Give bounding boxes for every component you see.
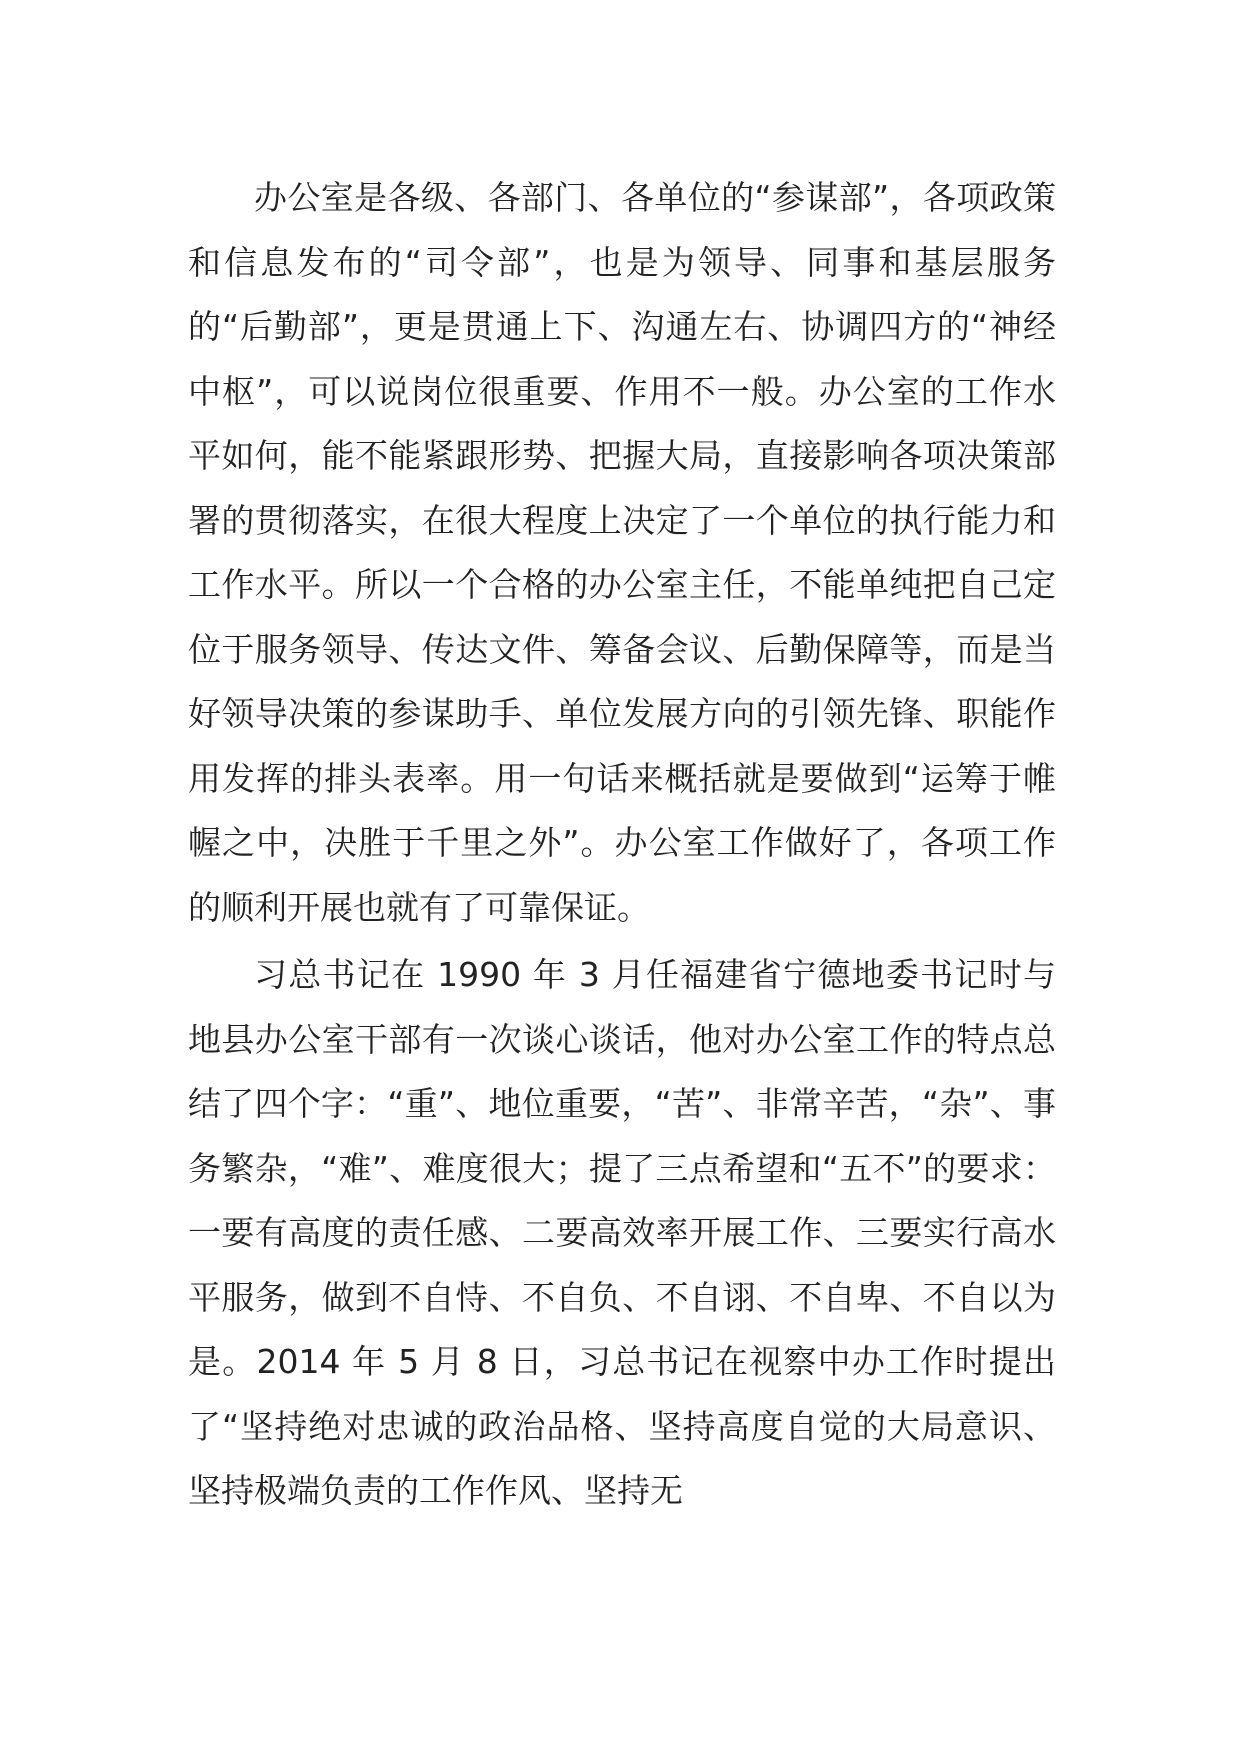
paragraph-office-role: 办公室是各级、各部门、各单位的“参谋部”，各项政策和信息发布的“司令部”，也是为领导、同事和基层服务的“后勤部”，更是贯通上下、沟通左右、协调四方的“神经中枢”，可以说岗位很重要、作用不一般。办公室的工作水平如何，能不能紧跟形势、把握大局，直接影响各项决策部署的贯彻落实，在很大程度上决定了一个单位的执行能力和工作水平。所以一个合格的办公室主任，不能单纯把自己定位于服务领导、传达文件、筹备会议、后勤保障等，而是当好领导决策的参谋助手、单位发展方向的引领先锋、职能作用发挥的排头表率。用一句话来概括就是要做到“运筹于帷幄之中，决胜于千里之外”。办公室工作做好了，各项工作的顺利开展也就有了可靠保证。	[188, 178, 1056, 927]
paragraph-xi-remarks: 习总书记在 1990 年 3 月任福建省宁德地委书记时与地县办公室干部有一次谈心谈话，他对办公室工作的特点总结了四个字：“重”、地位重要，“苦”、非常辛苦，“杂”、事务繁杂，“难”、难度很大；提了三点希望和“五不”的要求：一要有高度的责任感、二要高效率开展工作、三要实行高水平服务，做到不自恃、不自负、不自诩、不自卑、不自以为是。2014 年 5 月 8 日，习总书记在视察中办工作时提出了“坚持绝对忠诚的政治品格、坚持高度自觉的大局意识、坚持极端负责的工作作风、坚持无	[188, 955, 1056, 1510]
document-body	[188, 166, 1056, 1524]
